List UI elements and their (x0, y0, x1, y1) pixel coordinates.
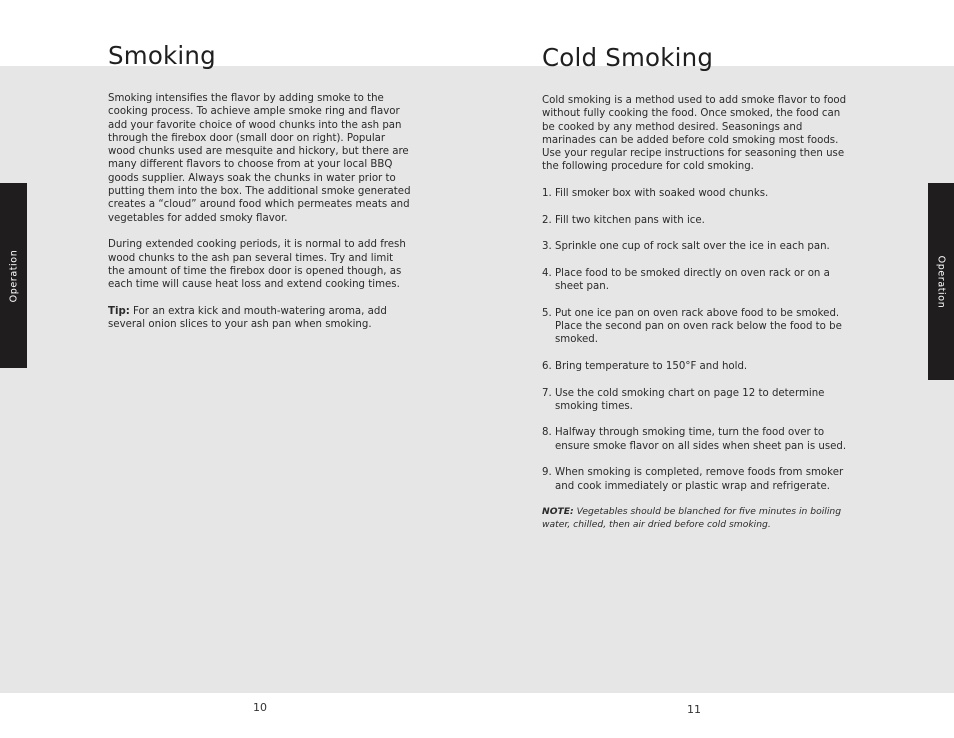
step-text: Use the cold smoking chart on page 12 to determine smoking times. (555, 387, 825, 412)
step-number: 7. (542, 387, 552, 399)
left-page-content (108, 40, 413, 345)
procedure-step (542, 307, 852, 347)
step-text: Halfway through smoking time, turn the food over to ensure smoke flavor on all sides when sheet pan is used. (555, 427, 847, 452)
note-paragraph (542, 506, 852, 531)
procedure-step (542, 466, 852, 493)
tip-paragraph (108, 305, 413, 332)
right-page-heading: Cold Smoking (542, 43, 714, 72)
procedure-step (542, 360, 852, 373)
step-text: Put one ice pan on oven rack above food to be smoked. Place the second pan on oven rack below the food to be smoked. (555, 307, 842, 346)
step-number: 3. (542, 241, 552, 253)
step-number: 4. (542, 267, 552, 279)
step-number: 5. (542, 307, 552, 319)
procedure-step (542, 187, 852, 200)
step-number: 6. (542, 360, 552, 372)
procedure-step (542, 214, 852, 227)
step-text: Place food to be smoked directly on oven rack or on a sheet pan. (555, 267, 830, 293)
step-number: 8. (542, 427, 552, 439)
left-page-heading: Smoking (108, 41, 216, 70)
smoking-paragraph-2: During extended cooking periods, it is normal to add fresh wood chunks to the ash pan several times. Try and limit the amount of time the firebox door is opened though, as each time will cause heat loss and extend cooking times. (108, 239, 406, 291)
smoking-paragraph-1: Smoking intensifies the flavor by adding smoke to the cooking process. To achieve ample smoke ring and flavor add your favorite choice of wood chunks into the ash pan through the firebox door (small door on right). Popular wood chunks used are mesquite and hickory, but there are many different flavors to choose from at your local BBQ goods supplier. Always soak the chunks in water prior to putting them into the box. The additional smoke generated creates a “cloud” around food which permeates meats and vegetables for added smoky flavor. (108, 93, 411, 224)
page-number-right: 11 (687, 703, 701, 716)
tip-text: For an extra kick and mouth-watering aroma, add several onion slices to your ash pan when smoking. (108, 305, 387, 331)
page-number-left: 10 (253, 701, 267, 714)
procedure-step (542, 267, 852, 294)
step-text: Sprinkle one cup of rock salt over the ice in each pan. (555, 241, 830, 253)
procedure-steps (542, 187, 852, 493)
cold-smoking-intro: Cold smoking is a method used to add smoke flavor to food without fully cooking the food. Once smoked, the food can be cooked by any method desired. Seasonings and marinades can be added before cold smoking most foods. Use your regular recipe instructions for seasoning then use the following procedure for cold smoking. (542, 95, 847, 173)
step-text: When smoking is completed, remove foods from smoker and cook immediately or plastic wrap and refrigerate. (555, 467, 844, 492)
step-number: 1. (542, 188, 552, 200)
side-tab-left-label: Operation (8, 249, 19, 302)
tip-label: Tip: (108, 305, 130, 317)
step-text: Bring temperature to 150°F and hold. (555, 360, 748, 372)
side-tab-right-label: Operation (935, 255, 947, 308)
step-text: Fill smoker box with soaked wood chunks. (555, 188, 769, 200)
side-tab-right (928, 183, 954, 380)
side-tab-left (0, 183, 27, 368)
step-number: 9. (542, 467, 552, 479)
step-text: Fill two kitchen pans with ice. (555, 214, 705, 226)
note-label: NOTE: (542, 506, 574, 518)
procedure-step (542, 426, 852, 453)
step-number: 2. (542, 214, 552, 226)
note-text: Vegetables should be blanched for five minutes in boiling water, chilled, then air dried before cold smoking. (542, 506, 842, 530)
right-page-content (542, 42, 852, 531)
procedure-step (542, 240, 852, 253)
procedure-step (542, 387, 852, 414)
